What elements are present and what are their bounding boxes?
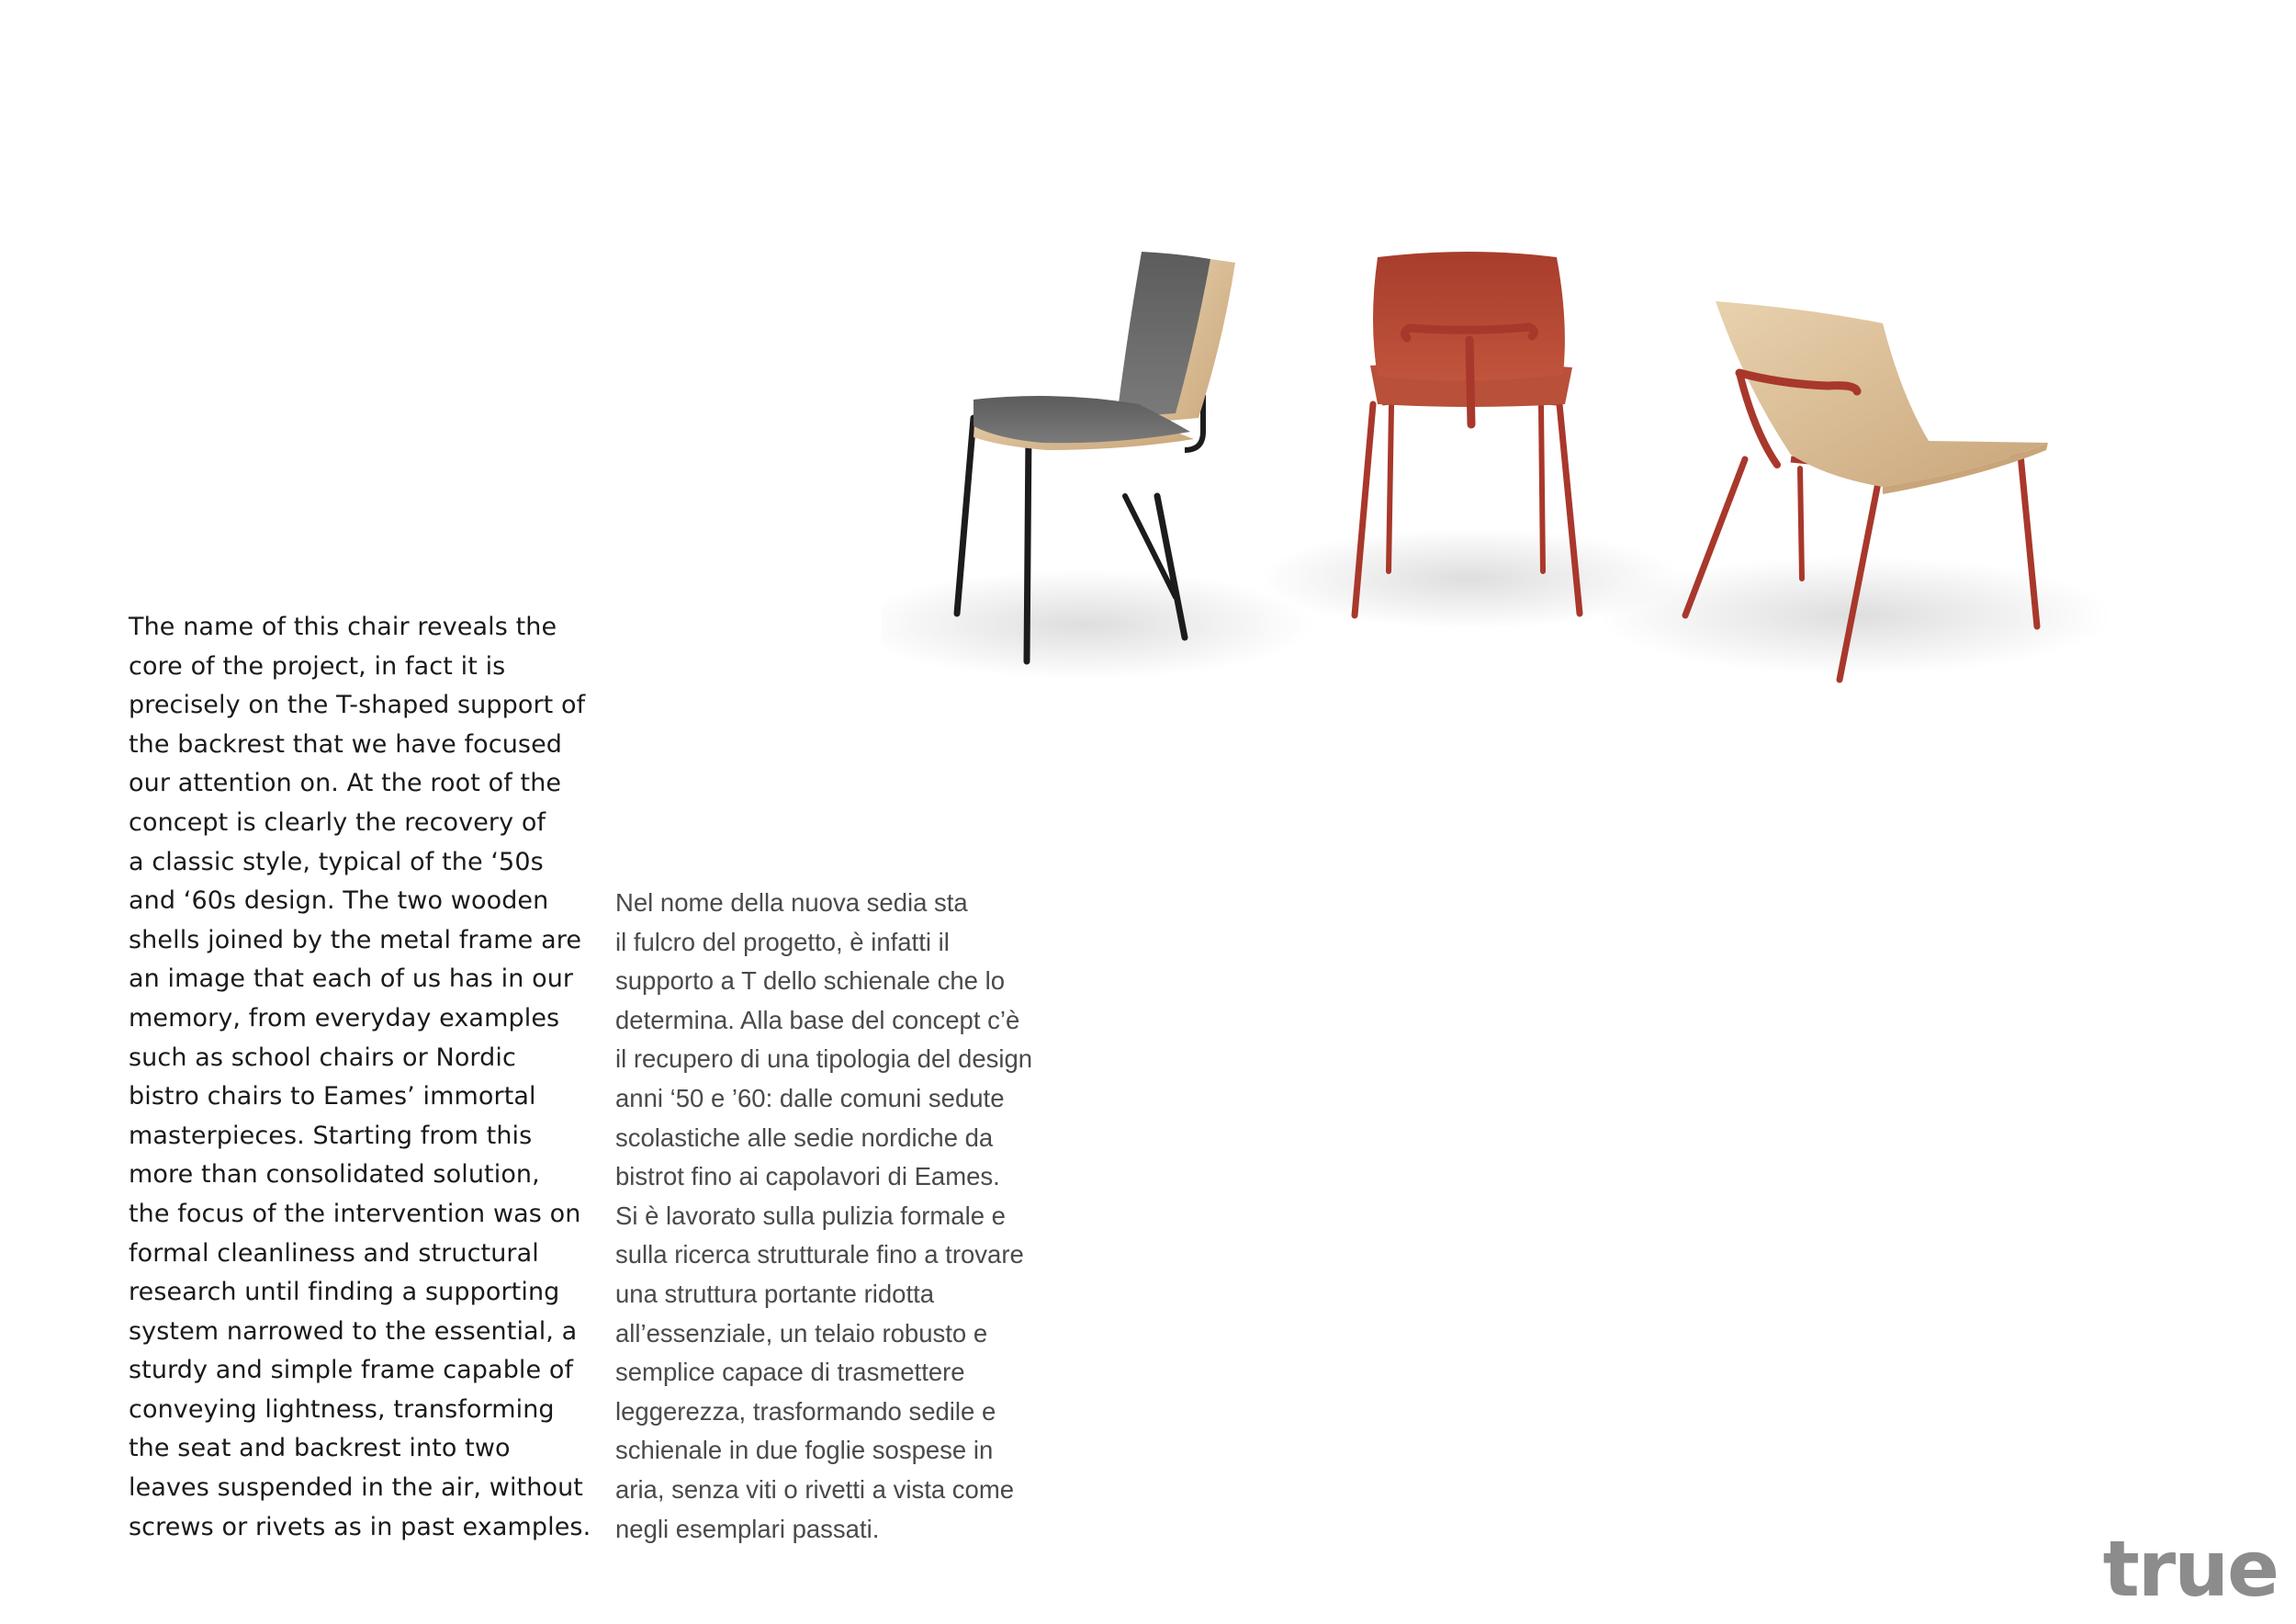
text-line: sturdy and simple frame capable of — [129, 1356, 574, 1385]
text-line: shells joined by the metal frame are — [129, 925, 582, 954]
text-line: the focus of the intervention was on — [129, 1199, 581, 1228]
text-line: leaves suspended in the air, without — [129, 1473, 583, 1503]
floor-shadow — [882, 570, 1313, 680]
text-line: an image that each of us has in our — [129, 964, 574, 994]
text-line: masterpieces. Starting from this — [129, 1121, 533, 1150]
text-line: aria, senza viti o rivetti a vista come — [615, 1474, 1015, 1504]
english-description — [129, 608, 606, 1547]
text-line: The name of this chair reveals the — [129, 613, 557, 641]
text-line: il recupero di una tipologia del design — [615, 1044, 1033, 1074]
text-line: system narrowed to the essential, a — [129, 1316, 578, 1346]
text-line: conveying lightness, transforming — [129, 1394, 555, 1424]
text-line: precisely on the T-shaped support of — [129, 691, 586, 720]
text-line: memory, from everyday examples — [129, 1003, 560, 1032]
text-line: una struttura portante ridotta — [615, 1279, 935, 1308]
text-line: core of the project, in fact it is — [129, 651, 506, 681]
text-line: a classic style, typical of the ‘50s — [129, 847, 544, 876]
text-line: all’essenziale, un telaio robusto e — [615, 1318, 988, 1348]
text-line: Si è lavorato sulla pulizia formale e — [615, 1201, 1006, 1230]
text-line: research until finding a supporting — [129, 1278, 560, 1307]
text-line: concept is clearly the recovery of — [129, 807, 546, 837]
chairs-product-photo — [882, 230, 2167, 744]
text-line: the backrest that we have focused — [129, 729, 563, 759]
italian-description — [615, 884, 1093, 1549]
text-line: such as school chairs or Nordic — [129, 1043, 516, 1072]
text-line: our attention on. At the root of the — [129, 769, 562, 798]
text-line: negli esemplari passati. — [615, 1514, 880, 1543]
text-line: the seat and backrest into two — [129, 1434, 511, 1463]
text-line: leggerezza, trasformando sedile e — [615, 1396, 996, 1426]
text-line: supporto a T dello schienale che lo — [615, 966, 1005, 996]
text-line: and ‘60s design. The two wooden — [129, 886, 549, 916]
text-line: determina. Alla base del concept c’è — [615, 1005, 1020, 1034]
text-line: Nel nome della nuova sedia sta — [615, 888, 968, 917]
brand-logo: true — [2102, 1524, 2278, 1614]
text-line: scolastiche alle sedie nordiche da — [615, 1122, 994, 1152]
text-line: semplice capace di trasmettere — [615, 1358, 965, 1387]
text-line: anni ‘50 e ’60: dalle comuni sedute — [615, 1083, 1005, 1112]
text-line: schienale in due foglie sospese in — [615, 1436, 994, 1465]
text-line: sulla ricerca strutturale fino a trovare — [615, 1240, 1024, 1269]
text-line: il fulcro del progetto, è infatti il — [615, 927, 950, 956]
text-line: bistro chairs to Eames’ immortal — [129, 1082, 536, 1111]
text-line: bistrot fino ai capolavori di Eames. — [615, 1162, 1000, 1191]
text-line: formal cleanliness and structural — [129, 1238, 539, 1268]
text-line: screws or rivets as in past examples. — [129, 1512, 591, 1541]
text-line: more than consolidated solution, — [129, 1160, 540, 1190]
